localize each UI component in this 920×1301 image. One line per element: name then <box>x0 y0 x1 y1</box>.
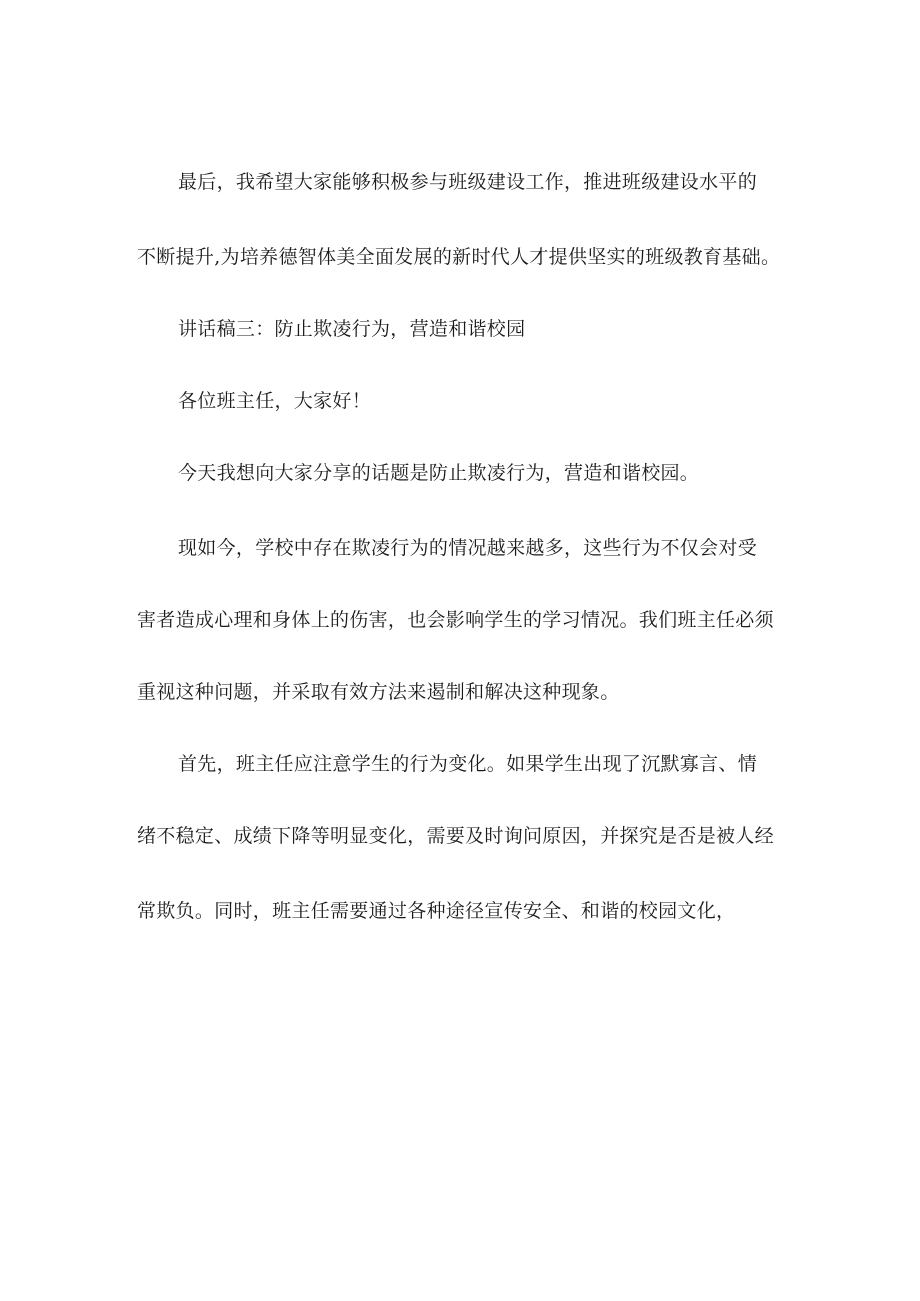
section-heading: 讲话稿三：防止欺凌行为，营造和谐校园 <box>178 318 526 340</box>
paragraph-line: 重视这种问题，并采取有效方法来遏制和解决这种现象。 <box>137 681 620 703</box>
paragraph-line: 害者造成心理和身体上的伤害，也会影响学生的学习情况。我们班主任必须 <box>137 609 774 631</box>
greeting-line: 各位班主任，大家好！ <box>178 390 372 412</box>
paragraph-line: 常欺负。同时，班主任需要通过各种途径宣传安全、和谐的校园文化， <box>137 900 736 922</box>
paragraph-line: 现如今，学校中存在欺凌行为的情况越来越多，这些行为不仅会对受 <box>178 537 758 559</box>
paragraph-line: 绪不稳定、成绩下降等明显变化，需要及时询问原因，并探究是否是被人经 <box>137 825 774 847</box>
paragraph-line: 不断提升,为培养德智体美全面发展的新时代人才提供坚实的班级教育基础。 <box>137 246 781 268</box>
paragraph-line: 首先，班主任应注意学生的行为变化。如果学生出现了沉默寡言、情 <box>178 753 758 775</box>
paragraph-line: 最后，我希望大家能够积极参与班级建设工作，推进班级建设水平的 <box>178 171 758 193</box>
paragraph-line: 今天我想向大家分享的话题是防止欺凌行为，营造和谐校园。 <box>178 462 700 484</box>
